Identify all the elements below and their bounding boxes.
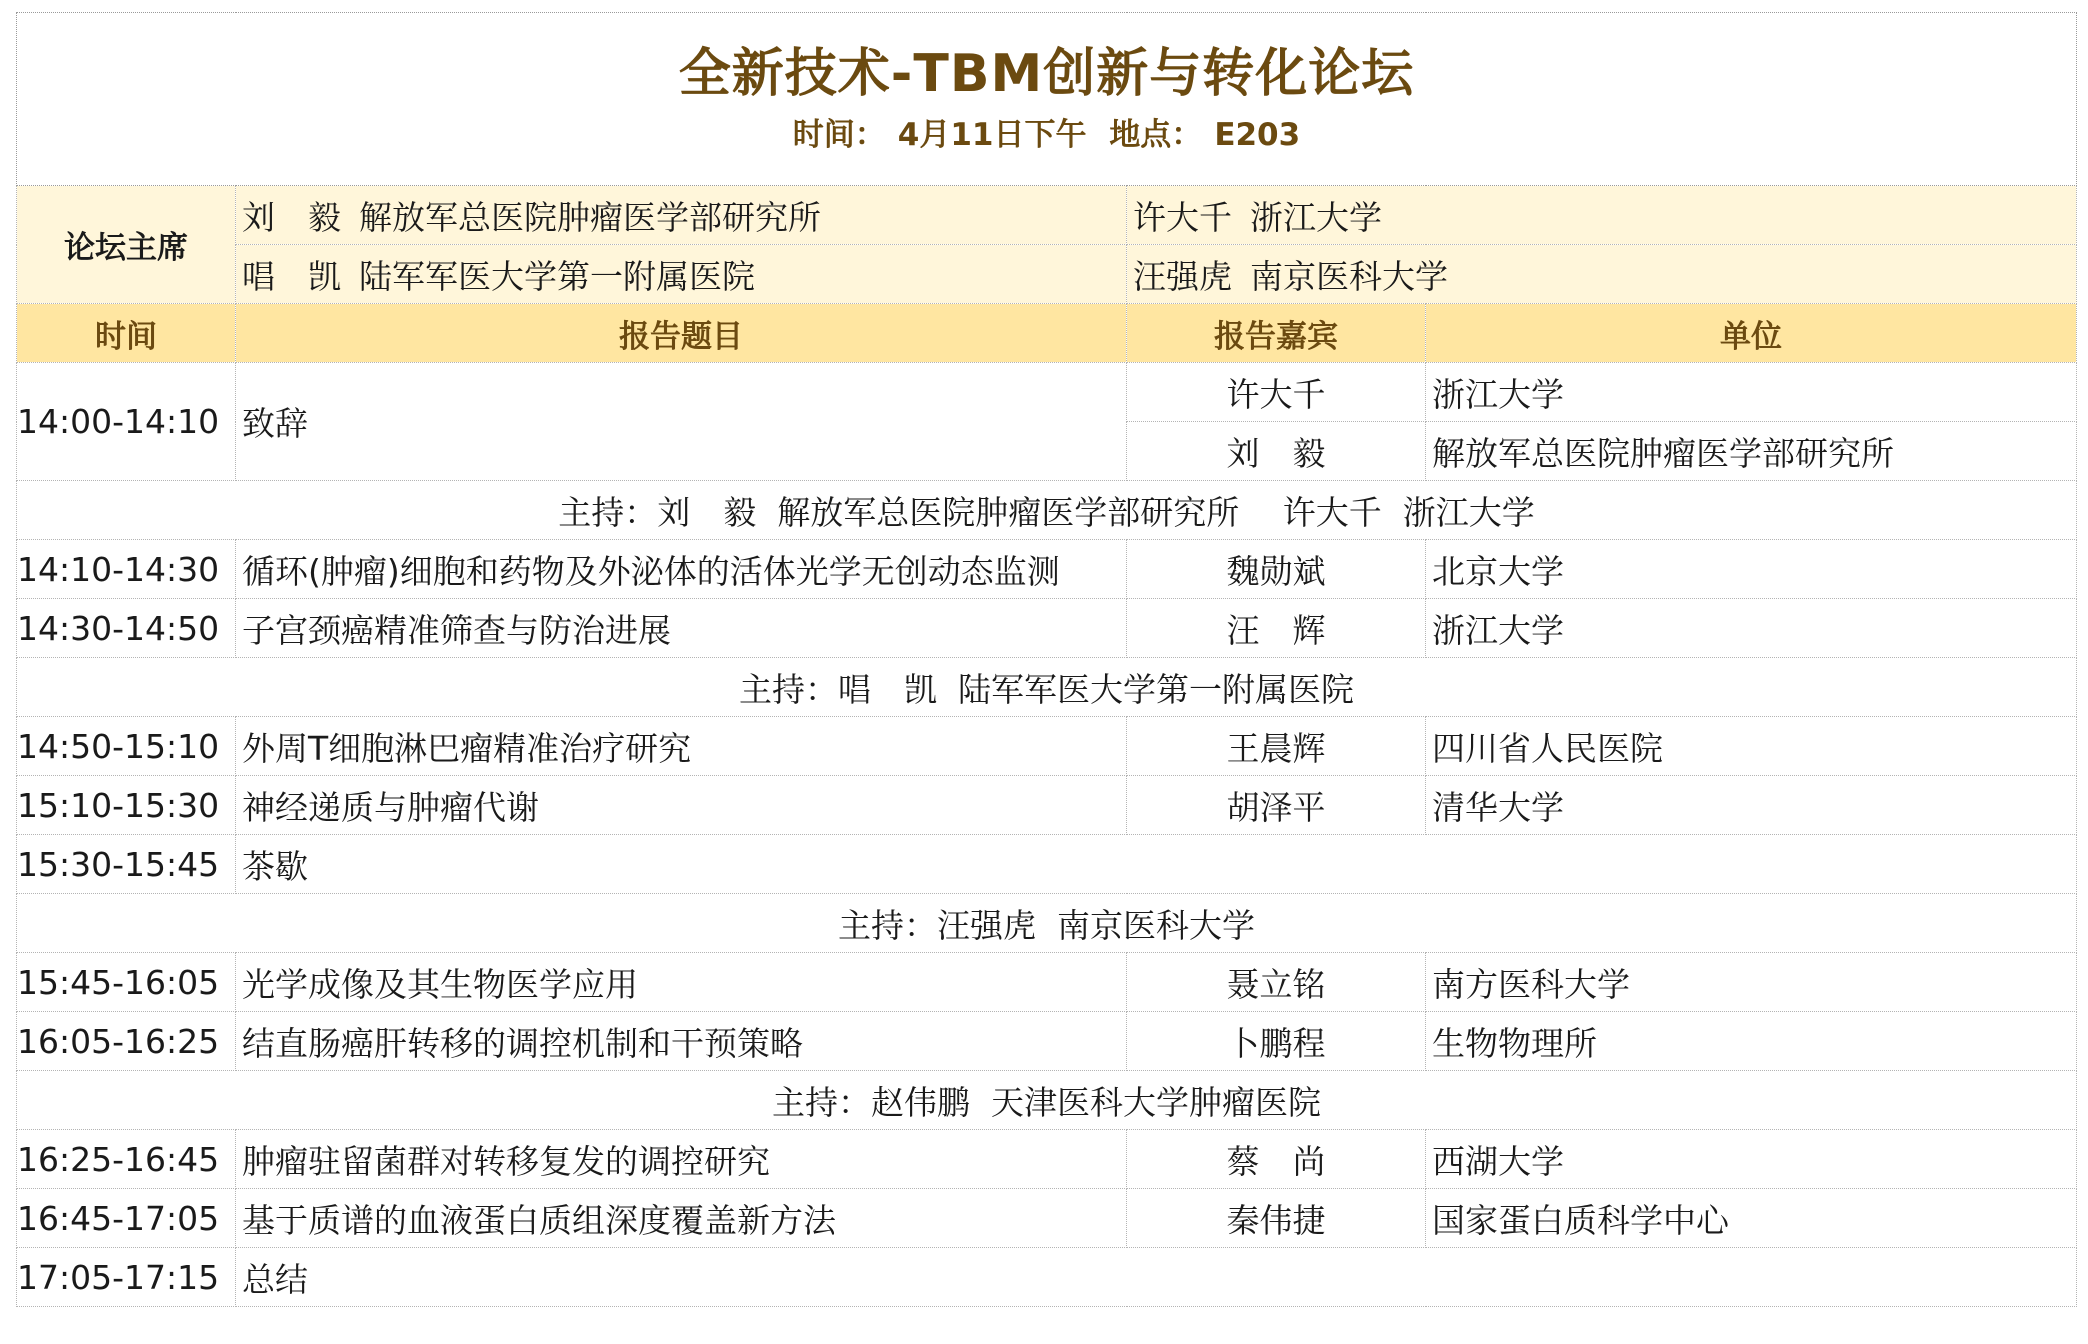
topic-cell: 致辞 (236, 363, 1127, 481)
host-cell: 主持：刘 毅 解放军总医院肿瘤医学部研究所 许大千 浙江大学 (17, 481, 2077, 540)
header-speaker: 报告嘉宾 (1127, 304, 1426, 363)
title-cell (17, 13, 2077, 186)
page-title: 全新技术-TBM创新与转化论坛 (678, 44, 1415, 104)
host-cell: 主持：赵伟鹏 天津医科大学肿瘤医院 (17, 1071, 2077, 1130)
table-row (17, 540, 2077, 599)
break-cell: 茶歇 (236, 835, 2077, 894)
speaker-cell: 卜鹏程 (1127, 1012, 1426, 1071)
time-cell: 16:05-16:25 (17, 1012, 236, 1071)
time-label: 时间： (792, 117, 886, 153)
table-row (17, 1189, 2077, 1248)
unit-cell: 浙江大学 (1426, 363, 2077, 422)
unit-cell: 解放军总医院肿瘤医学部研究所 (1426, 422, 2077, 481)
chair-label: 论坛主席 (17, 186, 236, 304)
title-row (17, 13, 2077, 186)
time-cell: 15:45-16:05 (17, 953, 236, 1012)
header-row (17, 304, 2077, 363)
host-cell: 主持：唱 凯 陆军军医大学第一附属医院 (17, 658, 2077, 717)
break-cell: 总结 (236, 1248, 2077, 1307)
unit-cell: 北京大学 (1426, 540, 2077, 599)
chair-cell (1127, 245, 2077, 304)
time-cell: 16:25-16:45 (17, 1130, 236, 1189)
header-topic: 报告题目 (236, 304, 1127, 363)
topic-cell: 基于质谱的血液蛋白质组深度覆盖新方法 (236, 1189, 1127, 1248)
chair-unit: 浙江大学 (1250, 197, 1382, 237)
topic-cell: 循环(肿瘤)细胞和药物及外泌体的活体光学无创动态监测 (236, 540, 1127, 599)
time-cell: 14:10-14:30 (17, 540, 236, 599)
speaker-cell: 魏勋斌 (1127, 540, 1426, 599)
break-row (17, 835, 2077, 894)
place-value: E203 (1214, 117, 1301, 153)
table-row (17, 776, 2077, 835)
speaker-cell: 胡泽平 (1127, 776, 1426, 835)
table-row (17, 953, 2077, 1012)
table-row (17, 1130, 2077, 1189)
speaker-cell: 汪 辉 (1127, 599, 1426, 658)
time-cell: 17:05-17:15 (17, 1248, 236, 1307)
time-cell: 15:30-15:45 (17, 835, 236, 894)
unit-cell: 浙江大学 (1426, 599, 2077, 658)
chair-unit: 南京医科大学 (1250, 256, 1448, 296)
agenda-table (16, 12, 2077, 1307)
time-cell: 15:10-15:30 (17, 776, 236, 835)
host-row (17, 1071, 2077, 1130)
chair-row (17, 245, 2077, 304)
place-label: 地点： (1109, 117, 1203, 153)
speaker-cell: 聂立铭 (1127, 953, 1426, 1012)
unit-cell: 国家蛋白质科学中心 (1426, 1189, 2077, 1248)
chair-name: 刘 毅 (242, 197, 341, 237)
chair-cell (236, 245, 1127, 304)
topic-cell: 光学成像及其生物医学应用 (236, 953, 1127, 1012)
speaker-cell: 王晨辉 (1127, 717, 1426, 776)
host-cell: 主持：汪强虎 南京医科大学 (17, 894, 2077, 953)
time-cell: 14:50-15:10 (17, 717, 236, 776)
unit-cell: 生物物理所 (1426, 1012, 2077, 1071)
chair-name: 汪强虎 (1133, 256, 1232, 296)
topic-cell: 结直肠癌肝转移的调控机制和干预策略 (236, 1012, 1127, 1071)
unit-cell: 四川省人民医院 (1426, 717, 2077, 776)
host-row (17, 658, 2077, 717)
header-time: 时间 (17, 304, 236, 363)
topic-cell: 肿瘤驻留菌群对转移复发的调控研究 (236, 1130, 1127, 1189)
unit-cell: 清华大学 (1426, 776, 2077, 835)
chair-row (17, 186, 2077, 245)
unit-cell: 南方医科大学 (1426, 953, 2077, 1012)
table-row (17, 717, 2077, 776)
page-subtitle (17, 113, 2076, 157)
chair-unit: 陆军军医大学第一附属医院 (359, 256, 755, 296)
topic-cell: 外周T细胞淋巴瘤精准治疗研究 (236, 717, 1127, 776)
chair-cell (1127, 186, 2077, 245)
unit-cell: 西湖大学 (1426, 1130, 2077, 1189)
chair-name: 许大千 (1133, 197, 1232, 237)
host-row (17, 894, 2077, 953)
time-cell: 16:45-17:05 (17, 1189, 236, 1248)
table-row (17, 599, 2077, 658)
break-row (17, 1248, 2077, 1307)
speaker-cell: 蔡 尚 (1127, 1130, 1426, 1189)
header-unit: 单位 (1426, 304, 2077, 363)
table-row (17, 363, 2077, 422)
topic-cell: 子宫颈癌精准筛查与防治进展 (236, 599, 1127, 658)
speaker-cell: 许大千 (1127, 363, 1426, 422)
host-row (17, 481, 2077, 540)
table-row (17, 1012, 2077, 1071)
speaker-cell: 刘 毅 (1127, 422, 1426, 481)
speaker-cell: 秦伟捷 (1127, 1189, 1426, 1248)
time-cell: 14:00-14:10 (17, 363, 236, 481)
chair-cell (236, 186, 1127, 245)
time-value: 4月11日下午 (897, 117, 1087, 153)
chair-name: 唱 凯 (242, 256, 341, 296)
chair-unit: 解放军总医院肿瘤医学部研究所 (359, 197, 821, 237)
topic-cell: 神经递质与肿瘤代谢 (236, 776, 1127, 835)
time-cell: 14:30-14:50 (17, 599, 236, 658)
